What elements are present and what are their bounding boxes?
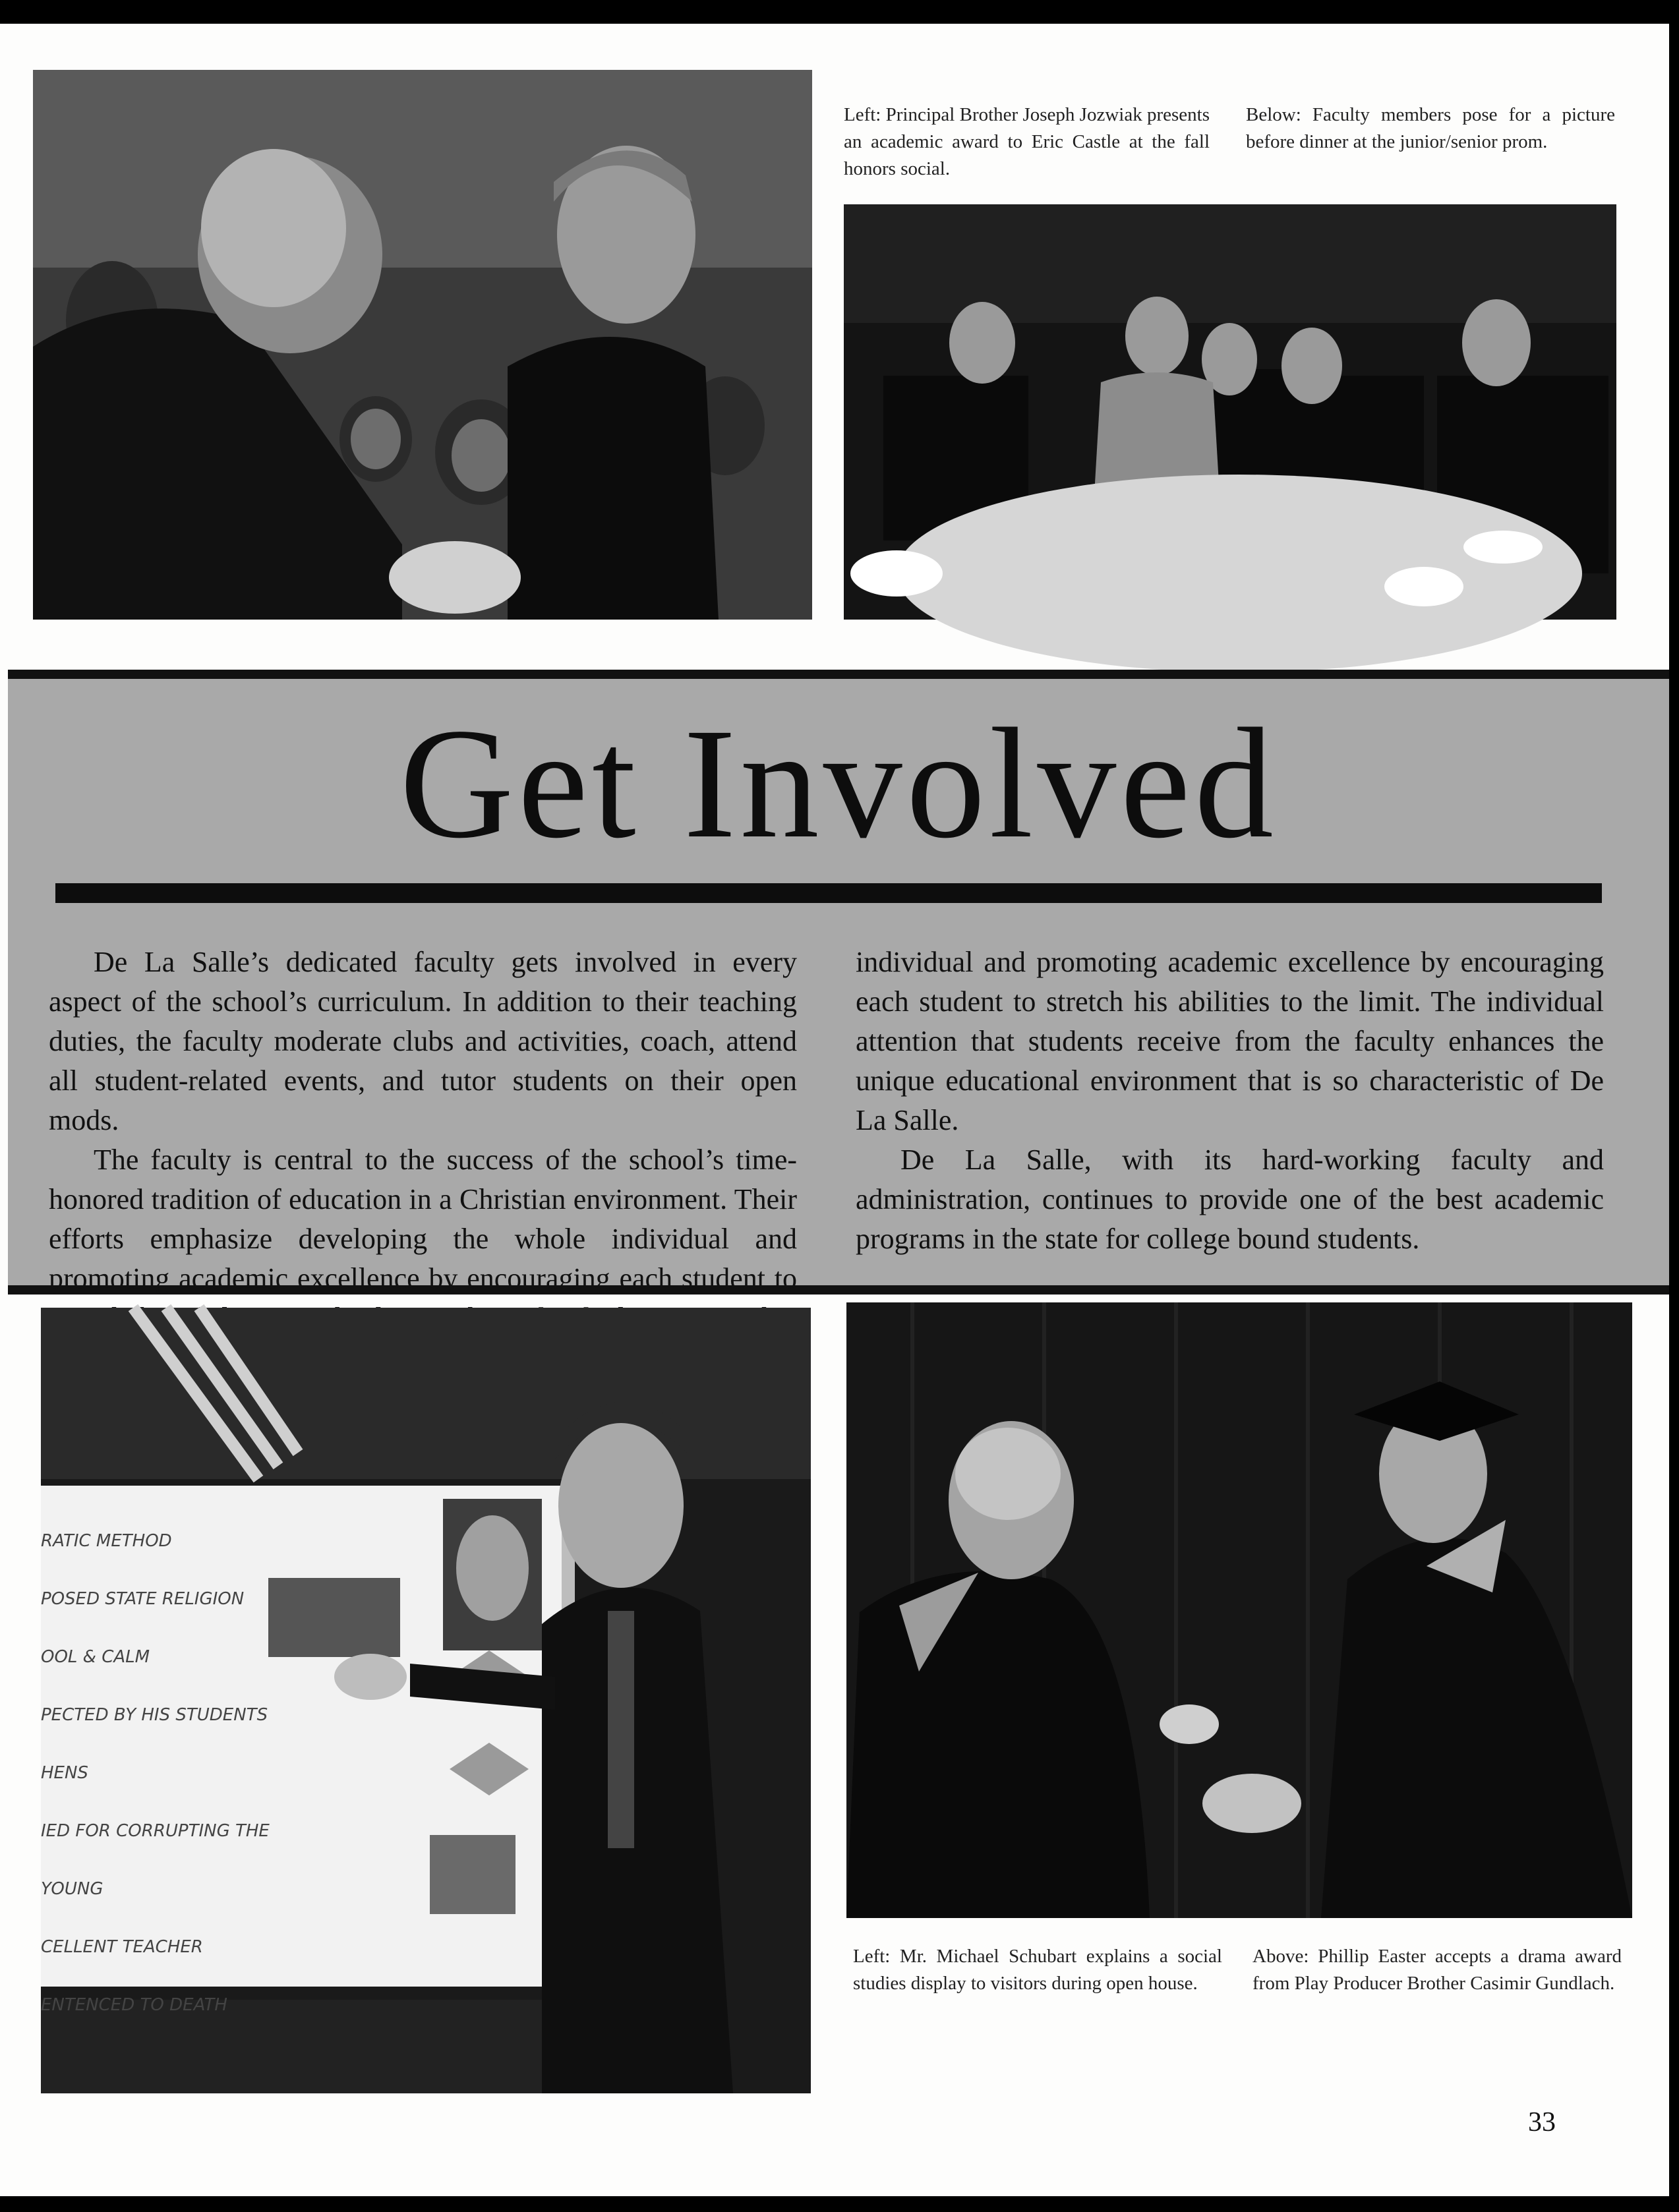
photo-prom-faculty-image (844, 204, 1616, 620)
caption-top-left: Left: Principal Brother Joseph Jozwiak presents an academic award to Eric Castle at the fall honors social. (844, 104, 1210, 179)
board-line-7: CELLENT TEACHER (41, 1937, 203, 1957)
yearbook-page (0, 24, 1669, 2196)
photo-drama-award-image (846, 1302, 1632, 1918)
headline-rule (55, 883, 1602, 903)
headline-band (8, 670, 1669, 1295)
photo-open-house-display (41, 1308, 811, 2093)
body-paragraph-2: The faculty is central to the success of the school’s time-honored tradition of education in a Christian environment. Their efforts emphasize developing the whole individual and promoting academic excellence by encouraging each student to (49, 1144, 797, 1295)
photo-honors-award (33, 70, 812, 620)
board-line-1: RATIC METHOD (41, 1531, 172, 1551)
board-line-3: OOL & CALM (41, 1647, 150, 1667)
board-line-2: POSED STATE RELIGION (41, 1589, 245, 1609)
board-line-5: HENS (41, 1763, 88, 1783)
caption-top-right: Below: Faculty members pose for a picture before dinner at the junior/senior prom. (1246, 104, 1615, 152)
photo-prom-faculty (844, 204, 1616, 620)
body-paragraph-2-continued: individual and promoting academic excellence by encouraging each student to stretch his abilities to the limit. The individual attention that students receive from the faculty enhances the unique educational environment that is so characteristic of De La Salle. (856, 946, 1604, 1136)
photo-honors-award-image (33, 70, 812, 620)
page-number: 33 (1528, 2107, 1556, 2138)
board-line-4: PECTED BY HIS STUDENTS (41, 1705, 268, 1725)
board-line-6: IED FOR CORRUPTING THE YOUNG (41, 1821, 270, 1899)
body-column-left (49, 943, 797, 1295)
body-column-right (856, 943, 1604, 1259)
body-paragraph-3: De La Salle, with its hard-working faculty and administration, continues to provide one of the best academic programs in the state for college bound students. (856, 1144, 1604, 1255)
display-board-text (41, 1512, 278, 2034)
board-line-8: ENTENCED TO DEATH (41, 1995, 227, 2015)
caption-bottom-left: Left: Mr. Michael Schubart explains a social studies display to visitors during open house. (853, 1946, 1222, 1994)
headline: Get Involved (399, 695, 1278, 871)
photo-drama-award (846, 1302, 1632, 1918)
caption-bottom-right: Above: Phillip Easter accepts a drama award from Play Producer Brother Casimir Gundlach. (1252, 1946, 1622, 1994)
body-paragraph-1: De La Salle’s dedicated faculty gets involved in every aspect of the school’s curriculum. In addition to their teaching duties, the faculty moderate clubs and activities, coach, attend all student-related events, and tutor students on their open mods. (49, 946, 797, 1136)
